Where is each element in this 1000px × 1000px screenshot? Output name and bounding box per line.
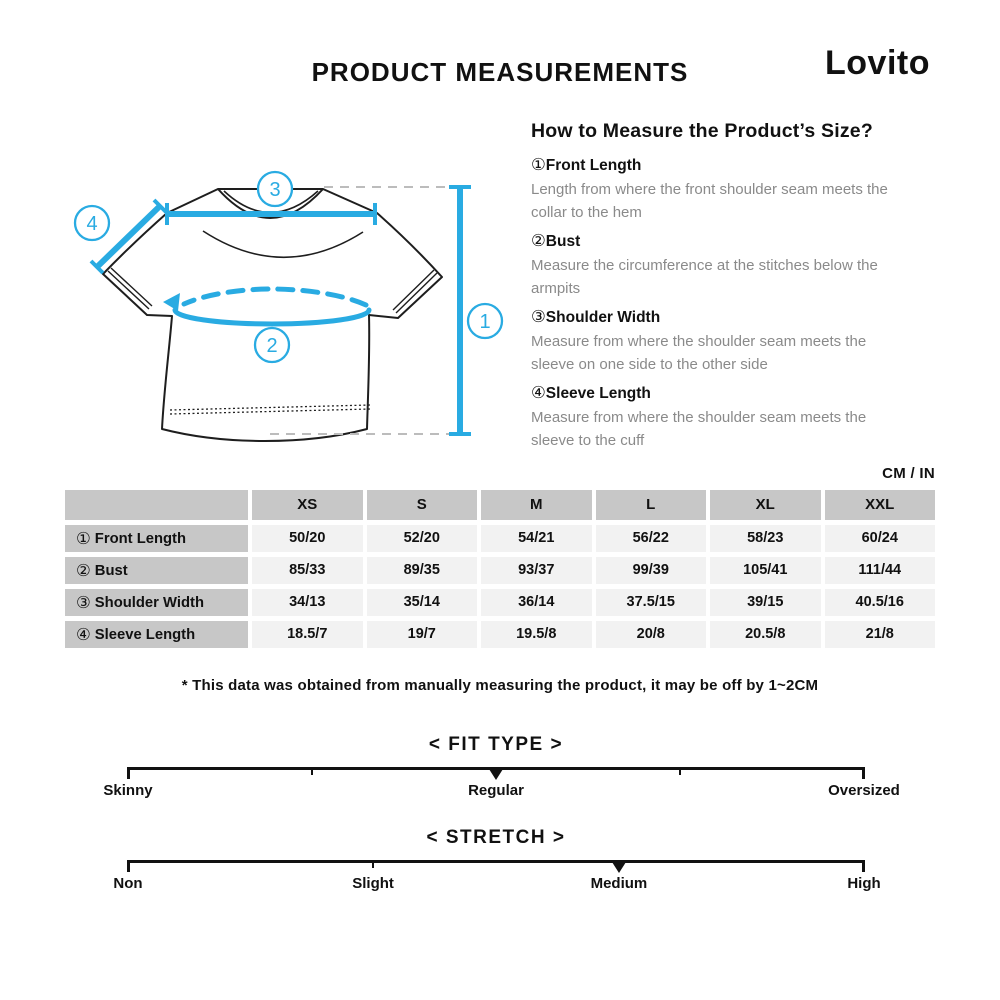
table-cell: 18.5/7 bbox=[252, 621, 363, 648]
table-cell: 19/7 bbox=[367, 621, 478, 648]
fit-type-track bbox=[103, 767, 900, 799]
measure-item-sleeve-length bbox=[531, 383, 933, 452]
row-header-shoulder-width: ③ Shoulder Width bbox=[65, 589, 248, 616]
circled-number: ② bbox=[531, 231, 546, 250]
callout-4: 4 bbox=[86, 213, 98, 235]
fit-type-scale bbox=[103, 734, 900, 799]
stretch-scale bbox=[113, 827, 881, 892]
scale-tick bbox=[372, 860, 374, 868]
fit-type-label-oversized: Oversized bbox=[828, 782, 900, 799]
column-header-xs: XS bbox=[252, 490, 363, 520]
table-corner-cell bbox=[65, 490, 248, 520]
size-table bbox=[65, 490, 935, 648]
stretch-label-slight: Slight bbox=[352, 875, 394, 892]
measure-item-desc: Measure the circumference at the stitches below the armpits bbox=[531, 257, 878, 297]
measure-item-desc: Measure from where the shoulder seam meets the sleeve to the cuff bbox=[531, 409, 867, 449]
measure-item-front-length bbox=[531, 155, 933, 224]
stretch-marker bbox=[612, 862, 626, 873]
circled-number: ③ bbox=[76, 593, 91, 612]
stretch-label-high: High bbox=[847, 875, 881, 892]
units-label: CM / IN bbox=[882, 465, 935, 482]
scale-endcap-left bbox=[127, 860, 130, 872]
stretch-title: < STRETCH > bbox=[426, 827, 566, 848]
table-cell: 37.5/15 bbox=[596, 589, 707, 616]
column-header-xxl: XXL bbox=[825, 490, 936, 520]
table-cell: 39/15 bbox=[710, 589, 821, 616]
table-cell: 111/44 bbox=[825, 557, 936, 584]
table-cell: 35/14 bbox=[367, 589, 478, 616]
column-header-xl: XL bbox=[710, 490, 821, 520]
stretch-label-medium: Medium bbox=[590, 875, 648, 892]
callout-1: 1 bbox=[479, 311, 491, 333]
table-cell: 93/37 bbox=[481, 557, 592, 584]
scale-endcap-right bbox=[862, 767, 865, 779]
column-header-m: M bbox=[481, 490, 592, 520]
measure-item-shoulder-width bbox=[531, 307, 933, 376]
measure-item-title: Bust bbox=[545, 233, 581, 250]
table-cell: 21/8 bbox=[825, 621, 936, 648]
measure-item-bust bbox=[531, 231, 933, 300]
callout-3: 3 bbox=[269, 179, 281, 201]
page-title: PRODUCT MEASUREMENTS bbox=[311, 57, 689, 87]
row-header-front-length: ① Front Length bbox=[65, 525, 248, 552]
column-header-s: S bbox=[367, 490, 478, 520]
table-cell: 99/39 bbox=[596, 557, 707, 584]
circled-number: ④ bbox=[76, 625, 91, 644]
circled-number: ② bbox=[76, 561, 91, 580]
table-cell: 19.5/8 bbox=[481, 621, 592, 648]
table-cell: 58/23 bbox=[710, 525, 821, 552]
table-cell: 105/41 bbox=[710, 557, 821, 584]
fit-type-title: < FIT TYPE > bbox=[428, 734, 564, 755]
stretch-track bbox=[113, 860, 881, 892]
table-cell: 52/20 bbox=[367, 525, 478, 552]
how-to-heading: How to Measure the Product’s Size? bbox=[531, 120, 873, 142]
measure-item-title: Front Length bbox=[545, 157, 642, 174]
table-cell: 20/8 bbox=[596, 621, 707, 648]
scale-tick bbox=[311, 767, 313, 775]
measure-item-title: Shoulder Width bbox=[545, 309, 661, 326]
table-cell: 60/24 bbox=[825, 525, 936, 552]
tshirt-outline bbox=[103, 189, 442, 441]
scale-tick bbox=[679, 767, 681, 775]
table-cell: 40.5/16 bbox=[825, 589, 936, 616]
table-cell: 54/21 bbox=[481, 525, 592, 552]
circled-number: ③ bbox=[531, 307, 546, 326]
column-header-l: L bbox=[596, 490, 707, 520]
callout-2: 2 bbox=[266, 335, 278, 357]
fit-type-label-regular: Regular bbox=[468, 782, 524, 799]
measure-item-title: Sleeve Length bbox=[545, 385, 651, 402]
table-cell: 89/35 bbox=[367, 557, 478, 584]
lovito-logo: Lovito bbox=[825, 44, 930, 82]
measure-item-desc: Length from where the front shoulder seam meets the collar to the hem bbox=[531, 181, 888, 221]
tshirt-diagram bbox=[58, 158, 510, 458]
table-cell: 85/33 bbox=[252, 557, 363, 584]
scale-endcap-left bbox=[127, 767, 130, 779]
table-cell: 20.5/8 bbox=[710, 621, 821, 648]
table-cell: 36/14 bbox=[481, 589, 592, 616]
fit-type-marker bbox=[489, 769, 503, 780]
row-header-sleeve-length: ④ Sleeve Length bbox=[65, 621, 248, 648]
table-cell: 56/22 bbox=[596, 525, 707, 552]
scale-endcap-right bbox=[862, 860, 865, 872]
how-to-section bbox=[531, 120, 933, 452]
circled-number: ① bbox=[531, 155, 546, 174]
table-cell: 50/20 bbox=[252, 525, 363, 552]
measurement-disclaimer: * This data was obtained from manually measuring the product, it may be off by 1~2CM bbox=[181, 677, 819, 694]
circled-number: ④ bbox=[531, 383, 546, 402]
table-cell: 34/13 bbox=[252, 589, 363, 616]
fit-type-label-skinny: Skinny bbox=[103, 782, 153, 799]
circled-number: ① bbox=[76, 529, 91, 548]
measure-item-desc: Measure from where the shoulder seam meets the sleeve on one side to the other side bbox=[531, 333, 867, 373]
stretch-label-non: Non bbox=[113, 875, 143, 892]
row-header-bust: ② Bust bbox=[65, 557, 248, 584]
